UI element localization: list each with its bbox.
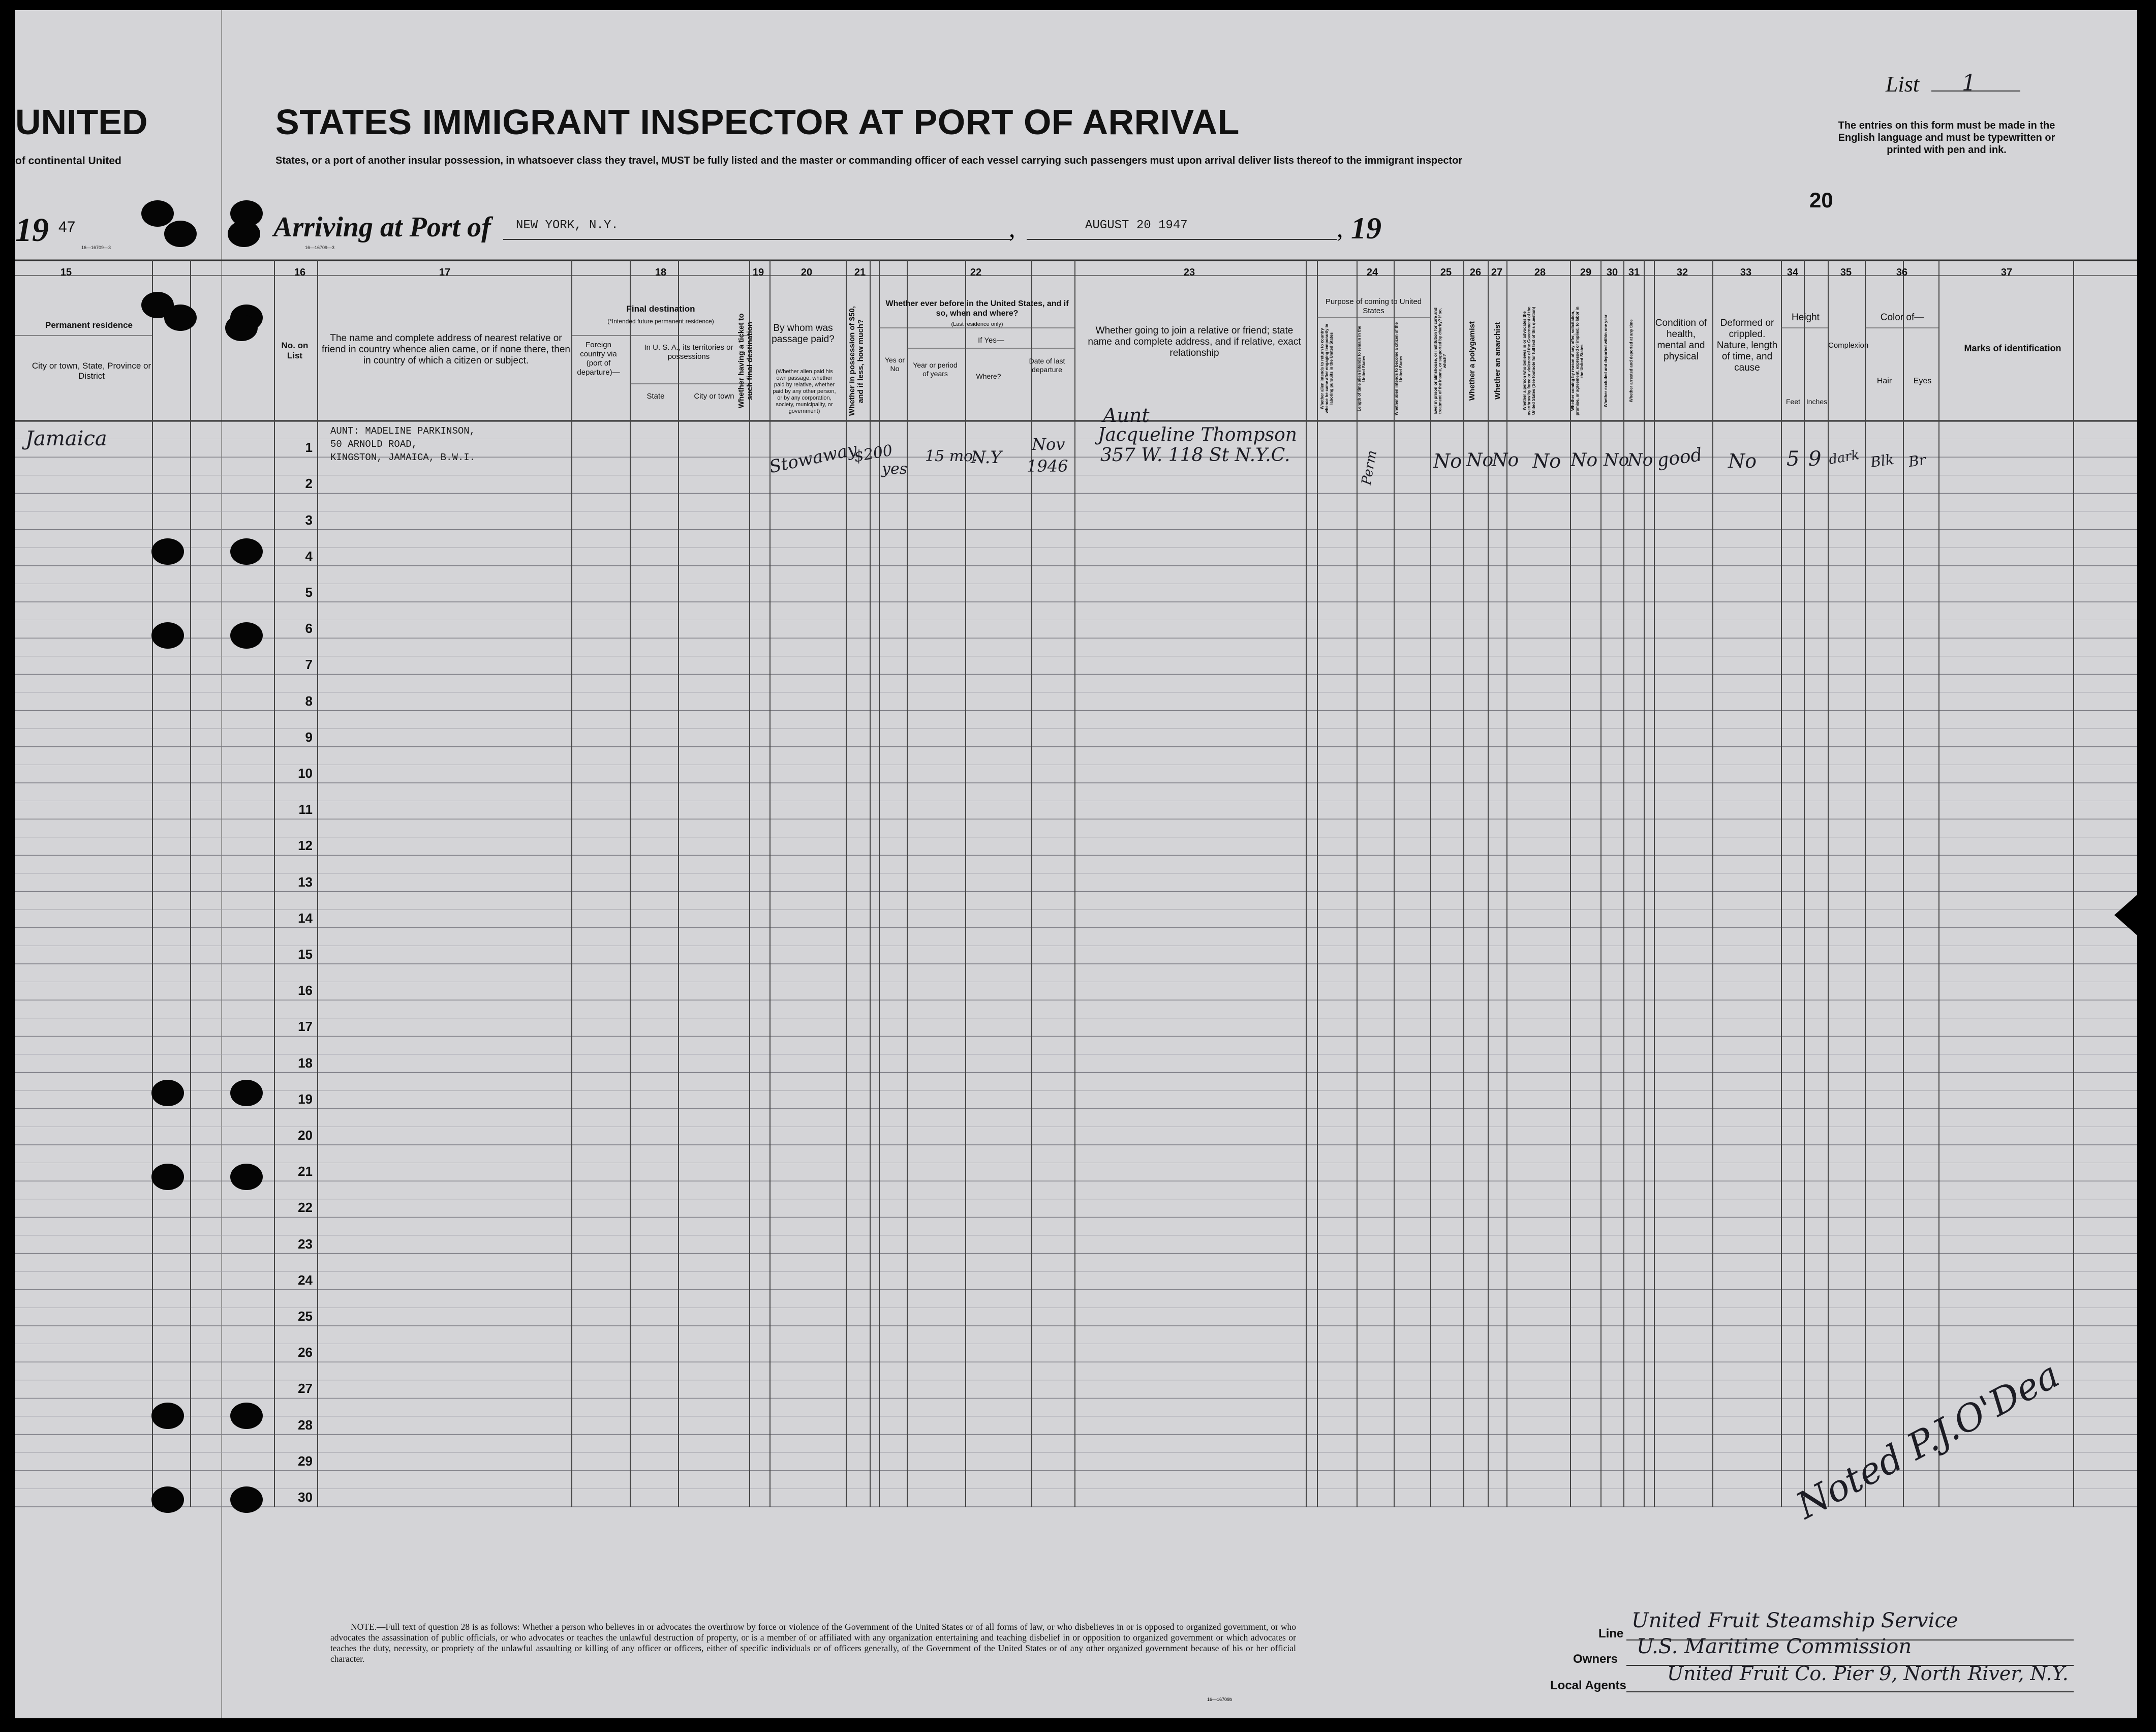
- column-number: 21: [854, 267, 866, 278]
- column-number: 16: [294, 267, 306, 278]
- line-label: Line: [1598, 1627, 1624, 1640]
- col32-header: Condition of health, mental and physical: [1655, 318, 1707, 362]
- row-number: 14: [298, 910, 313, 926]
- form-code-mid: 16—16709—3: [305, 245, 335, 250]
- row-number: 8: [305, 693, 313, 709]
- row-number: 16: [298, 983, 313, 998]
- comma: ,: [1009, 214, 1015, 242]
- col18-state: State: [646, 392, 665, 401]
- column-number: 33: [1740, 267, 1752, 278]
- entry-before-date-2: 1946: [1027, 457, 1068, 476]
- punch-hole: [151, 1164, 184, 1190]
- footnote: NOTE.—Full text of question 28 is as follows: Whether a person who believes in or advocates the overthrow by force or violence of the Government of the United States or of all forms of law, or who disbelieves in or is opposed to organized government, or who advocates the assassination of public officials, or who advocates or teaches the unlawful destruction of property, or is a member of or affiliated with any organization entertaining and teaching disbelief in or opposition to organized government or which advocates or teaches the duty, necessity, or propriety of the unlawful assaulting or killing of any officer or officers, either of specific individuals or of officers generally, of the Government of the United States or of any other organized government because of his or her official character.: [330, 1622, 1296, 1664]
- col21-header: Whether in possession of $50, and if less, how much?: [848, 306, 865, 416]
- agents-label: Local Agents: [1550, 1679, 1626, 1692]
- column-number: 26: [1469, 267, 1482, 278]
- entry-passage-paid: Stowaway: [767, 439, 859, 478]
- entry-before-where: N.Y: [971, 447, 1002, 468]
- entry-complexion: dark: [1827, 447, 1861, 468]
- table-grid: [15, 10, 2137, 1718]
- punch-hole: [228, 221, 260, 247]
- footnote-code: 16—16709b: [1207, 1697, 1233, 1702]
- port-value: NEW YORK, N.Y.: [516, 219, 619, 232]
- entry-money: $200: [852, 441, 894, 466]
- entry-c25: No: [1433, 450, 1462, 472]
- col24-a: Whether alien intends to return to country whence he came after engaging temporarily in laboring pursuits in the United States: [1320, 323, 1334, 414]
- column-number: 19: [752, 267, 764, 278]
- col31-header: Whether arrested and deported at any time: [1629, 319, 1634, 403]
- entry-c29: No: [1570, 450, 1598, 471]
- col36-header: Color of—: [1880, 312, 1924, 323]
- col15-header: Permanent residence: [45, 320, 133, 330]
- punch-hole: [151, 538, 184, 565]
- entry-relative: [330, 424, 475, 464]
- col22-yesno: Yes or No: [884, 356, 905, 373]
- column-number: 30: [1606, 267, 1618, 278]
- punch-hole: [230, 1080, 263, 1106]
- list-value: 1: [1962, 70, 1976, 96]
- col36-eyes: Eyes: [1913, 377, 1932, 385]
- col18-foreign: Foreign country via (port of departure)—: [577, 341, 620, 377]
- col19-header: Whether having a ticket to such final destination: [737, 313, 754, 409]
- entry-purpose: Perm: [1359, 449, 1380, 487]
- col34-inches: Inches: [1806, 398, 1828, 406]
- column-number: 32: [1676, 267, 1688, 278]
- col22-header: Whether ever before in the United States, and if so, when and where?: [885, 299, 1069, 318]
- col24-header: Purpose of coming to United States: [1325, 297, 1422, 315]
- column-number: 31: [1628, 267, 1640, 278]
- entry-residence: Jamaica: [25, 427, 107, 450]
- row-number: 12: [298, 838, 313, 854]
- punch-hole: [225, 315, 258, 341]
- row-number: 22: [298, 1200, 313, 1216]
- col27-header: Whether an anarchist: [1493, 322, 1502, 400]
- row-number: 23: [298, 1236, 313, 1252]
- col22-ifyes: If Yes—: [978, 336, 1004, 345]
- manifest-sheet: [15, 10, 2137, 1718]
- punch-hole: [141, 200, 174, 227]
- punch-hole: [164, 221, 197, 247]
- column-number: 28: [1534, 267, 1546, 278]
- punch-hole: [230, 1486, 263, 1513]
- col34-header: Height: [1792, 312, 1820, 323]
- row-number: 27: [298, 1381, 313, 1396]
- row-number: 13: [298, 874, 313, 890]
- col20-header: By whom was passage paid?: [772, 323, 835, 345]
- punch-hole: [230, 622, 263, 649]
- agents-value: United Fruit Co. Pier 9, North River, N.Y.: [1667, 1662, 2069, 1685]
- entry-feet: 5: [1787, 447, 1800, 471]
- row-number: 19: [298, 1091, 313, 1107]
- col18-note: (*Intended future permanent residence): [607, 318, 714, 325]
- entry-before-yesno: yes: [882, 460, 908, 478]
- col18-usa: In U. S. A., its territories or possessions: [644, 343, 733, 361]
- entry-hair: Blk: [1869, 450, 1895, 471]
- row-number: 11: [298, 802, 313, 817]
- column-number: 37: [2000, 267, 2013, 278]
- row-number: 21: [298, 1164, 313, 1179]
- row-number: 3: [305, 512, 313, 528]
- list-label: List: [1886, 72, 1920, 97]
- col18-city: City or town: [694, 392, 734, 401]
- owners-label: Owners: [1573, 1652, 1618, 1666]
- entry-joining-line3: 357 W. 118 St N.Y.C.: [1100, 445, 1290, 466]
- owners-value: U.S. Maritime Commission: [1637, 1635, 1912, 1658]
- row-number: 15: [298, 947, 313, 962]
- column-number: 36: [1896, 267, 1908, 278]
- entry-c31: No: [1627, 450, 1653, 470]
- sheet-number: 20: [1809, 188, 1833, 212]
- inspector-signature: Noted P.J.O'Dea: [1789, 1353, 2066, 1527]
- form-instructions: The entries on this form must be made in the English language and must be typewritten or printed with pen and ink.: [1838, 120, 2055, 156]
- row-number: 18: [298, 1055, 313, 1071]
- agents-underline: [1626, 1691, 2074, 1692]
- row-number: 6: [305, 621, 313, 636]
- row-number: 7: [305, 657, 313, 673]
- entry-relative-line3: KINGSTON, JAMAICA, B.W.I.: [330, 452, 476, 463]
- subtitle-left: of continental United: [15, 155, 121, 167]
- column-number: 22: [970, 267, 982, 278]
- subtitle-main: States, or a port of another insular possession, in whatsoever class they travel, MUST be fully listed and the master or commanding officer of each vessel carrying such passengers must upon arrival deliver lists thereof to the immigrant inspector: [275, 155, 1463, 166]
- row-number: 4: [305, 548, 313, 564]
- col28-header: Whether a person who believes in or advocates the overthrow by force or violence of the Government of the United States (See footnote for full text of this question): [1522, 307, 1536, 415]
- column-number: 17: [439, 267, 451, 278]
- column-number: 15: [60, 267, 72, 278]
- entry-inches: 9: [1808, 447, 1822, 471]
- entry-deformed: No: [1728, 450, 1757, 472]
- col22-note: (Last residence only): [951, 321, 1003, 327]
- entry-joining-line2: Jacqueline Thompson: [1098, 424, 1297, 445]
- col24-c: Whether alien intends to become a citizen of the United States: [1394, 322, 1403, 415]
- col16-header: No. on List: [281, 341, 309, 360]
- entry-eyes: Br: [1907, 451, 1927, 471]
- col24-b: Length of time alien intends to remain in the United States: [1357, 326, 1366, 412]
- punch-hole: [151, 1080, 184, 1106]
- entry-joining-line1: Aunt: [1103, 404, 1150, 427]
- col36-hair: Hair: [1876, 377, 1892, 385]
- row-number: 17: [298, 1019, 313, 1035]
- edge-notch: [2114, 895, 2137, 935]
- punch-hole: [151, 1403, 184, 1429]
- year-left-suffix: 47: [58, 219, 76, 235]
- col25-header: Ever in prison or almshouse, or institution for care and treatment of the insane, or supported by charity? If so, which?: [1433, 308, 1447, 414]
- col20-note: (Whether alien paid his own passage, whether paid by relative, whether paid by any other person, or by any corporation, society, municipality, or government): [773, 369, 836, 414]
- entry-relative-line2: 50 ARNOLD ROAD,: [330, 439, 418, 450]
- col29-header: Whether coming by reason of any offer, solicitation, promise, or agreement, expressed or implied, to labor in the United States: [1570, 307, 1584, 415]
- row-number: 1: [305, 440, 313, 455]
- column-number: 35: [1840, 267, 1852, 278]
- year-prefix: 19: [1351, 211, 1381, 245]
- entry-c30: No: [1604, 450, 1629, 470]
- col15-subheader: City or town, State, Province or District: [32, 361, 151, 381]
- form-code-left: 16—16709—3: [81, 245, 111, 250]
- punch-hole: [151, 622, 184, 649]
- punch-hole: [164, 305, 197, 331]
- column-number: 20: [800, 267, 813, 278]
- row-number: 25: [298, 1309, 313, 1324]
- col17-header: The name and complete address of nearest relative or friend in country whence alien came, or if none there, then in country of which a citizen or subject.: [321, 333, 570, 366]
- year-left-prefix: 19: [15, 211, 49, 249]
- row-number: 10: [298, 766, 313, 781]
- col34-feet: Feet: [1785, 398, 1800, 406]
- entry-before-date-1: Nov: [1032, 435, 1065, 454]
- row-number: 2: [305, 476, 313, 492]
- column-number: 23: [1183, 267, 1195, 278]
- col26-header: Whether a polygamist: [1468, 321, 1476, 401]
- entry-c28: No: [1532, 450, 1561, 472]
- row-number: 5: [305, 585, 313, 600]
- col22-where: Where?: [976, 372, 1001, 380]
- column-number: 29: [1580, 267, 1592, 278]
- row-number: 26: [298, 1345, 313, 1360]
- row-number: 9: [305, 729, 313, 745]
- col37-header: Marks of identification: [1964, 343, 2061, 353]
- col23-header: Whether going to join a relative or friend; state name and complete address, and if relative, exact relationship: [1088, 325, 1301, 358]
- row-number: 20: [298, 1128, 313, 1143]
- arriving-label: Arriving at Port of: [273, 211, 491, 243]
- row-number: 29: [298, 1453, 313, 1469]
- col22-date: Date of last departure: [1029, 357, 1065, 374]
- row-number: 24: [298, 1272, 313, 1288]
- entry-c26: No: [1466, 450, 1494, 471]
- punch-hole: [230, 538, 263, 565]
- col35-header: Complexion: [1828, 341, 1869, 350]
- column-number: 34: [1787, 267, 1799, 278]
- col33-header: Deformed or crippled. Nature, length of time, and cause: [1716, 318, 1778, 373]
- col18-header: Final destination: [626, 304, 695, 314]
- line-value: United Fruit Steamship Service: [1631, 1609, 1958, 1632]
- row-number: 28: [298, 1417, 313, 1433]
- title-left: UNITED: [15, 102, 148, 142]
- column-number: 18: [655, 267, 667, 278]
- comma: ,: [1337, 214, 1343, 242]
- row-number: 30: [298, 1490, 313, 1505]
- punch-hole: [230, 1403, 263, 1429]
- entry-c27: No: [1492, 450, 1519, 471]
- entry-relative-line1: AUNT: MADELINE PARKINSON,: [330, 426, 476, 437]
- entry-health: good: [1655, 444, 1704, 472]
- punch-hole: [151, 1486, 184, 1513]
- title-main: STATES IMMIGRANT INSPECTOR AT PORT OF ARRIVAL: [275, 102, 1240, 142]
- punch-hole: [230, 1164, 263, 1190]
- column-number: 25: [1440, 267, 1452, 278]
- column-number: 27: [1491, 267, 1503, 278]
- col30-header: Whether excluded and deported within one year: [1604, 314, 1608, 408]
- entry-before-period: 15 mo.: [925, 447, 978, 465]
- column-number: 24: [1366, 267, 1378, 278]
- col22-years: Year or period of years: [913, 361, 958, 378]
- date-value: AUGUST 20 1947: [1085, 219, 1188, 232]
